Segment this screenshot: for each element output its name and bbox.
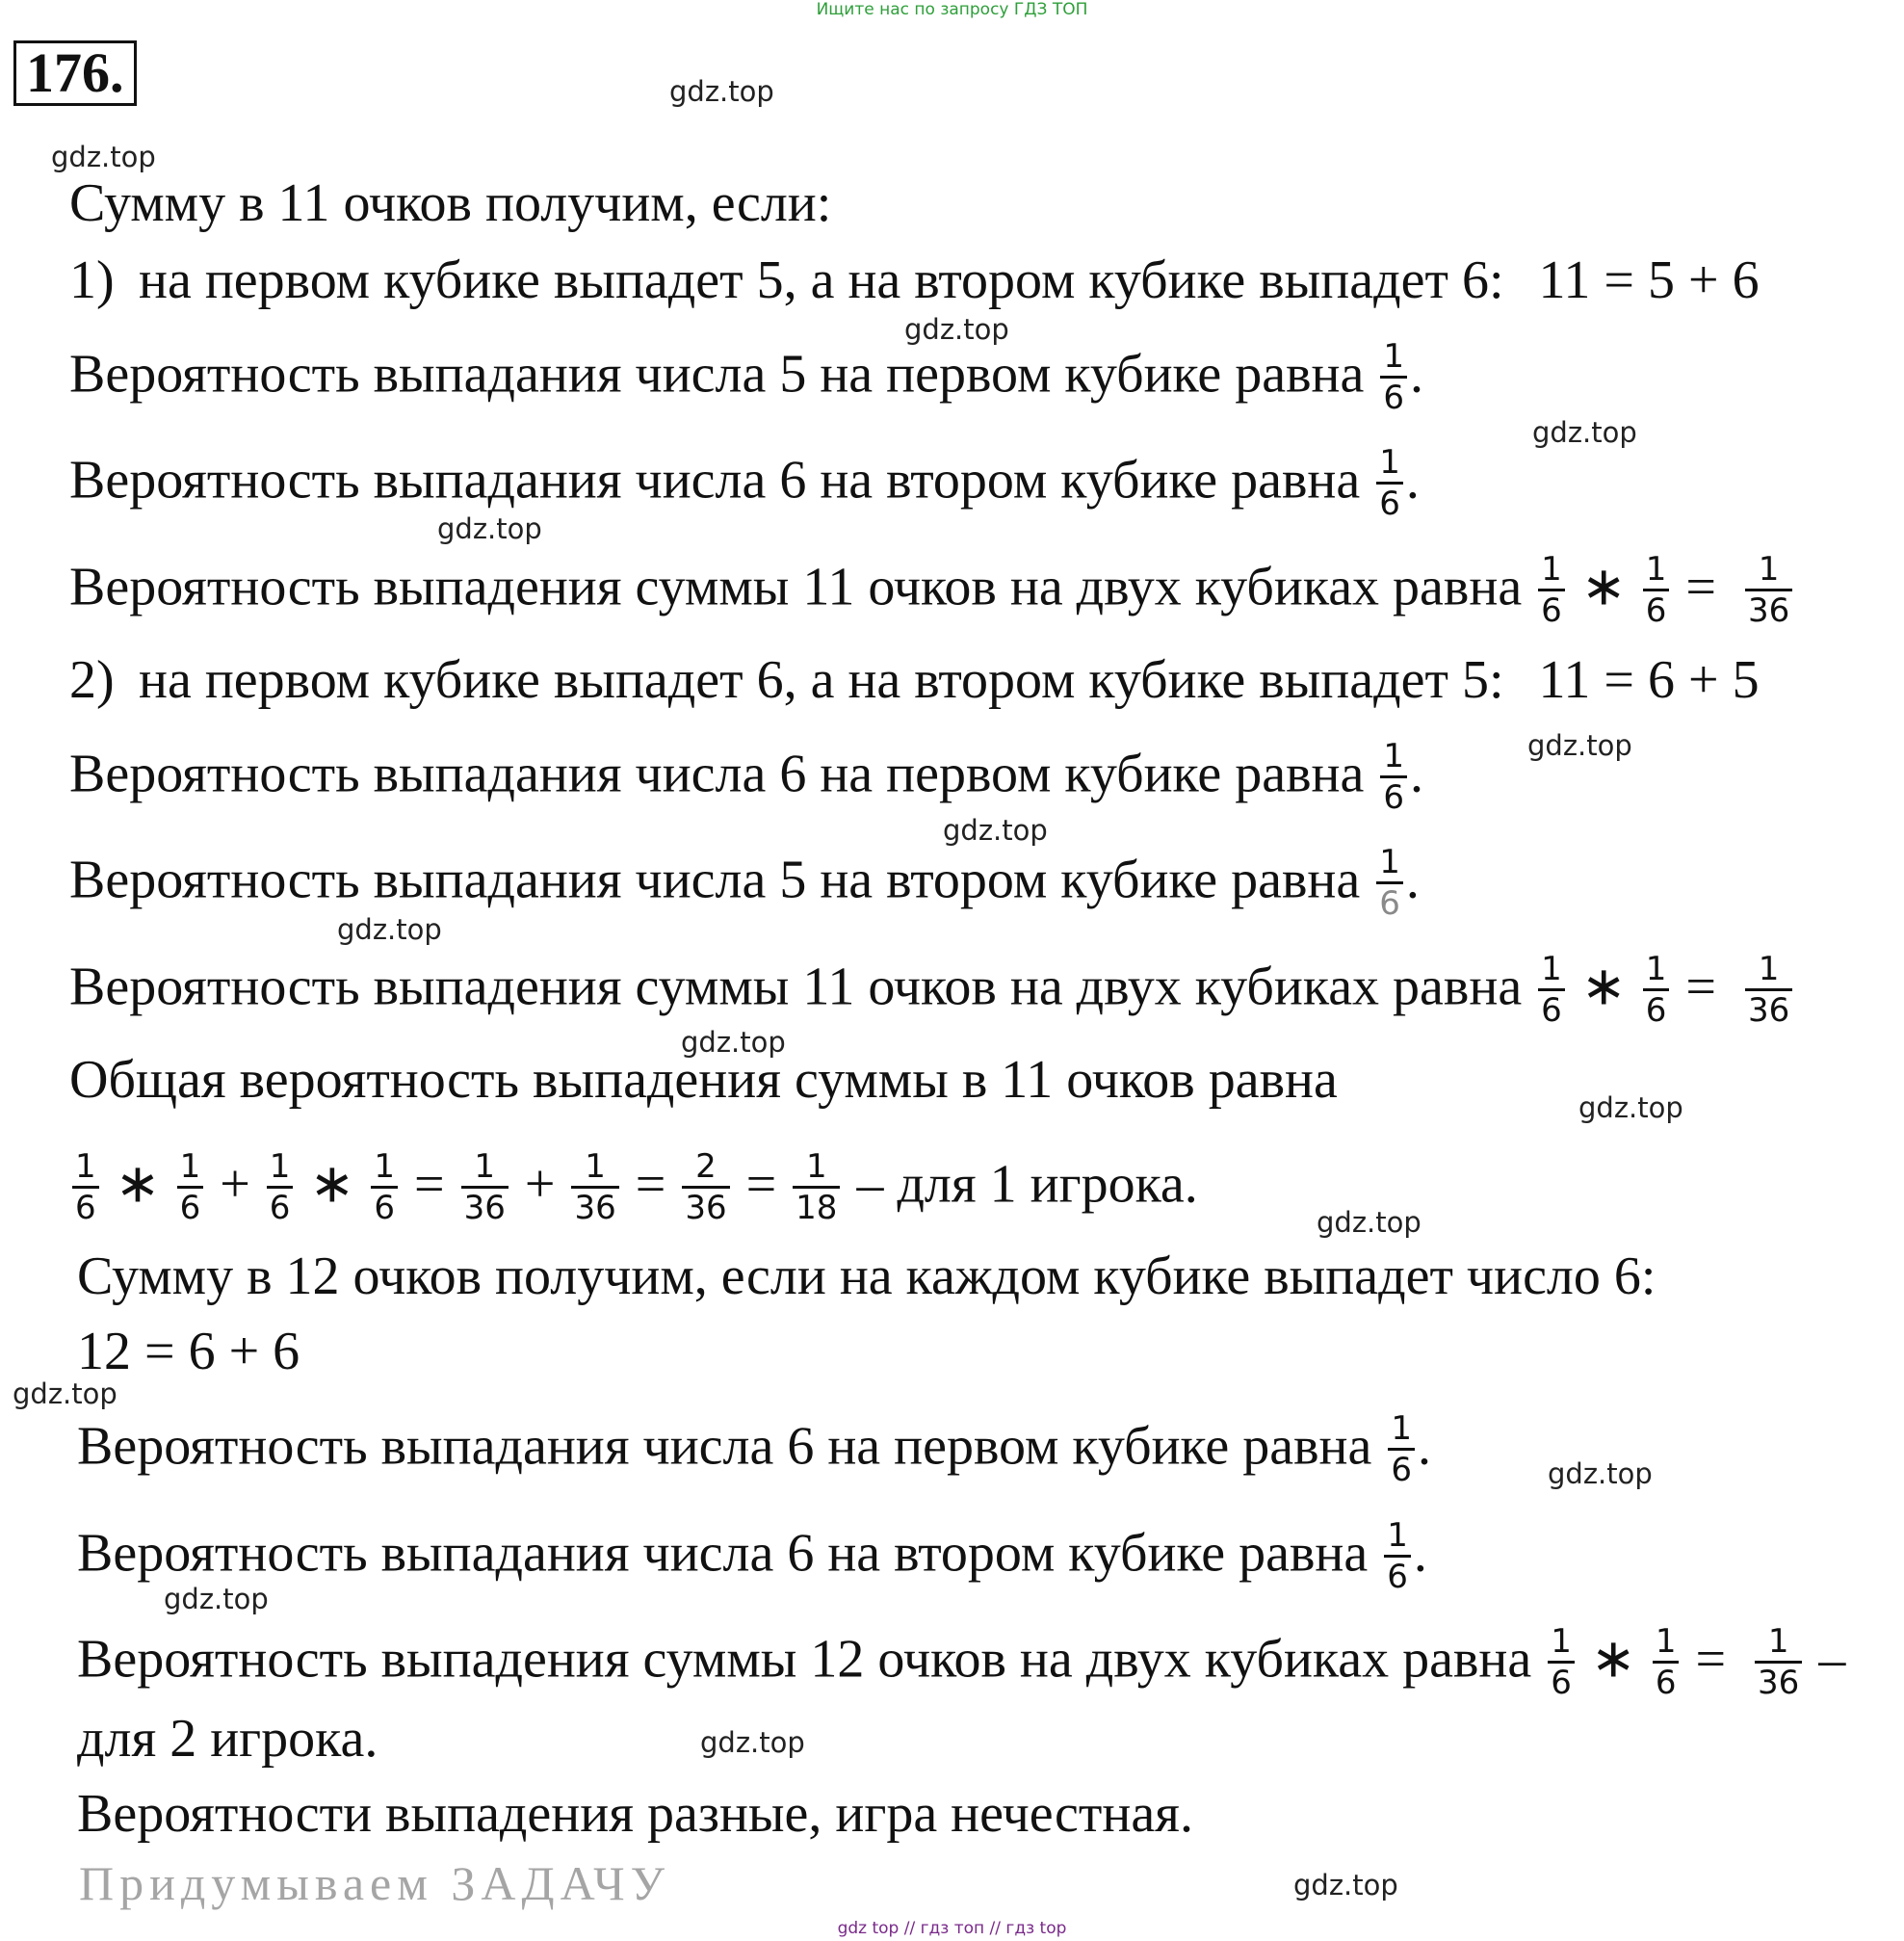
case-1-probability-second <box>69 445 1420 525</box>
fraction-one-thirty-sixth <box>1745 550 1792 630</box>
watermark: gdz.top <box>51 141 156 173</box>
equals-sign: = <box>635 1154 666 1215</box>
case-1-sum-probability <box>69 552 1795 632</box>
denominator: 6 <box>1391 1451 1412 1489</box>
probability-text: Вероятность выпадения суммы 11 очков на двух кубиках равна <box>69 557 1523 617</box>
numerator: 1 <box>72 1147 99 1189</box>
times-sign: ∗ <box>1580 955 1627 1018</box>
numerator: 1 <box>1538 550 1565 591</box>
numerator: 1 <box>1376 843 1403 884</box>
times-sign: ∗ <box>1580 555 1627 618</box>
fraction-one-thirty-sixth <box>1745 950 1792 1030</box>
numerator: 1 <box>1745 950 1792 991</box>
intro-12-points: Сумму в 12 очков получим, если на каждом кубике выпадет число 6: <box>77 1246 1656 1306</box>
watermark: gdz.top <box>1578 1091 1683 1124</box>
numerator: 1 <box>571 1147 618 1189</box>
denominator: 6 <box>269 1189 291 1227</box>
fraction-two-thirty-sixths <box>682 1147 729 1227</box>
problem-number: 176. <box>13 40 137 106</box>
watermark: gdz.top <box>1532 416 1637 449</box>
watermark: gdz.top <box>943 814 1048 847</box>
case-1-text: на первом кубике выпадет 5, а на втором кубике выпадет 6: <box>139 250 1504 310</box>
fraction-one-sixth <box>1388 1409 1415 1489</box>
probability-text: Вероятность выпадания числа 6 на первом кубике равна <box>69 744 1365 804</box>
player-1-label: – для 1 игрока. <box>856 1154 1198 1215</box>
numerator: 1 <box>1388 1409 1415 1451</box>
times-sign: ∗ <box>115 1152 161 1216</box>
fraction-one-sixth <box>371 1147 398 1227</box>
watermark: gdz.top <box>1317 1206 1421 1239</box>
numerator: 1 <box>1643 550 1670 591</box>
period: . <box>1409 744 1423 804</box>
case-2-equation: 11 = 6 + 5 <box>1538 650 1760 710</box>
denominator: 18 <box>796 1189 838 1227</box>
fraction-one-thirty-sixth <box>461 1147 509 1227</box>
case-3-probability-second <box>77 1518 1427 1598</box>
probability-text: Вероятность выпадания числа 6 на первом кубике равна <box>77 1416 1372 1477</box>
denominator: 6 <box>179 1189 201 1227</box>
fraction-one-sixth <box>1643 550 1670 630</box>
denominator: 36 <box>574 1189 616 1227</box>
period: . <box>1417 1416 1431 1477</box>
denominator: 36 <box>685 1189 727 1227</box>
watermark: gdz.top <box>1548 1457 1653 1490</box>
numerator: 1 <box>371 1147 398 1189</box>
player-2-label: для 2 игрока. <box>77 1709 378 1769</box>
numerator: 1 <box>1643 950 1670 991</box>
numerator: 1 <box>793 1147 840 1189</box>
denominator: 36 <box>1758 1664 1800 1702</box>
fraction-one-sixth <box>1376 843 1403 923</box>
numerator: 1 <box>1653 1622 1680 1664</box>
fraction-one-sixth <box>1376 443 1403 523</box>
equals-sign: = <box>1685 957 1716 1017</box>
period: . <box>1409 344 1423 405</box>
period: . <box>1413 1523 1427 1584</box>
numerator: 2 <box>682 1147 729 1189</box>
dash: – <box>1818 1629 1846 1690</box>
top-banner: Ищите нас по запросу ГДЗ ТОП <box>816 0 1088 19</box>
denominator: 36 <box>463 1189 506 1227</box>
fraction-one-sixth <box>72 1147 99 1227</box>
numerator: 1 <box>1380 737 1407 778</box>
denominator: 6 <box>1551 1664 1572 1702</box>
probability-text: Вероятность выпадания числа 6 на втором кубике равна <box>69 450 1361 511</box>
fraction-one-thirty-sixth <box>571 1147 618 1227</box>
fraction-one-sixth <box>1538 950 1565 1030</box>
watermark: gdz.top <box>1527 729 1632 762</box>
fraction-one-sixth <box>1384 1516 1411 1596</box>
watermark: gdz.top <box>904 313 1009 346</box>
fraction-one-sixth <box>1380 337 1407 417</box>
watermark: gdz.top <box>437 512 542 545</box>
case-1-equation: 11 = 5 + 6 <box>1538 250 1760 310</box>
plus-sign: + <box>524 1154 556 1215</box>
denominator: 6 <box>1387 1558 1408 1596</box>
bottom-banner: gdz top // гдз топ // гдз top <box>837 1919 1067 1938</box>
numerator: 1 <box>177 1147 204 1189</box>
watermark: gdz.top <box>13 1377 117 1410</box>
probability-text: Вероятность выпадения суммы 11 очков на двух кубиках равна <box>69 957 1523 1017</box>
fraction-one-thirty-sixth <box>1755 1622 1802 1702</box>
total-11-probability: Общая вероятность выпадения суммы в 11 очков равна <box>69 1050 1338 1110</box>
probability-text: Вероятность выпадания числа 6 на втором кубике равна <box>77 1523 1369 1584</box>
numerator: 1 <box>1548 1622 1575 1664</box>
denominator: 6 <box>1655 1664 1677 1702</box>
case-2-probability-second <box>69 845 1420 925</box>
denominator: 6 <box>374 1189 395 1227</box>
next-section-heading: Придумываем ЗАДАЧУ <box>79 1856 671 1910</box>
numerator: 1 <box>1380 337 1407 379</box>
fraction-one-sixth <box>1380 737 1407 817</box>
fraction-one-eighteenth <box>793 1147 840 1227</box>
watermark: gdz.top <box>337 913 442 946</box>
denominator: 6 <box>75 1189 96 1227</box>
watermark: gdz.top <box>164 1583 269 1615</box>
case-2-text: на первом кубике выпадет 6, а на втором кубике выпадет 5: <box>139 650 1504 710</box>
case-2-sum-probability <box>69 952 1795 1032</box>
case-2-label: 2) <box>69 650 115 710</box>
fraction-one-sixth <box>1548 1622 1575 1702</box>
denominator: 6 <box>1645 591 1667 630</box>
denominator: 6 <box>1383 379 1404 417</box>
watermark: gdz.top <box>681 1026 786 1059</box>
equation-12: 12 = 6 + 6 <box>77 1322 300 1381</box>
times-sign: ∗ <box>309 1152 355 1216</box>
period: . <box>1405 850 1420 910</box>
conclusion: Вероятности выпадения разные, игра нечестная. <box>77 1784 1193 1844</box>
fraction-one-sixth <box>1643 950 1670 1030</box>
numerator: 1 <box>1538 950 1565 991</box>
denominator: 6 <box>1379 485 1400 523</box>
denominator: 36 <box>1747 591 1790 630</box>
case-3-sum-probability <box>77 1624 1845 1704</box>
denominator: 6 <box>1645 991 1667 1030</box>
equals-sign: = <box>414 1154 445 1215</box>
case-1 <box>69 249 1760 312</box>
denominator: 6 <box>1383 778 1404 817</box>
equals-sign: = <box>1685 557 1716 617</box>
denominator: 6 <box>1541 591 1562 630</box>
denominator: 6 <box>1379 884 1400 923</box>
watermark: gdz.top <box>1293 1869 1398 1902</box>
equals-sign: = <box>1695 1629 1727 1690</box>
fraction-one-sixth <box>1653 1622 1680 1702</box>
numerator: 1 <box>267 1147 294 1189</box>
denominator: 6 <box>1541 991 1562 1030</box>
case-2-probability-first <box>69 739 1423 819</box>
case-1-label: 1) <box>69 250 115 310</box>
numerator: 1 <box>461 1147 509 1189</box>
numerator: 1 <box>1384 1516 1411 1558</box>
total-11-equation <box>69 1149 1198 1229</box>
numerator: 1 <box>1745 550 1792 591</box>
numerator: 1 <box>1376 443 1403 485</box>
fraction-one-sixth <box>177 1147 204 1227</box>
denominator: 36 <box>1747 991 1790 1030</box>
probability-text: Вероятность выпадения суммы 12 очков на двух кубиках равна <box>77 1629 1532 1690</box>
intro-11-points: Сумму в 11 очков получим, если: <box>69 173 832 233</box>
fraction-one-sixth <box>1538 550 1565 630</box>
times-sign: ∗ <box>1590 1627 1636 1691</box>
equals-sign: = <box>745 1154 777 1215</box>
fraction-one-sixth <box>267 1147 294 1227</box>
case-1-probability-first <box>69 339 1423 419</box>
probability-text: Вероятность выпадания числа 5 на втором кубике равна <box>69 850 1361 910</box>
plus-sign: + <box>220 1154 250 1215</box>
case-2 <box>69 648 1760 712</box>
case-3-probability-first <box>77 1411 1431 1491</box>
probability-text: Вероятность выпадания числа 5 на первом кубике равна <box>69 344 1365 405</box>
watermark: gdz.top <box>669 75 774 108</box>
watermark: gdz.top <box>700 1726 805 1759</box>
period: . <box>1405 450 1420 511</box>
numerator: 1 <box>1755 1622 1802 1664</box>
